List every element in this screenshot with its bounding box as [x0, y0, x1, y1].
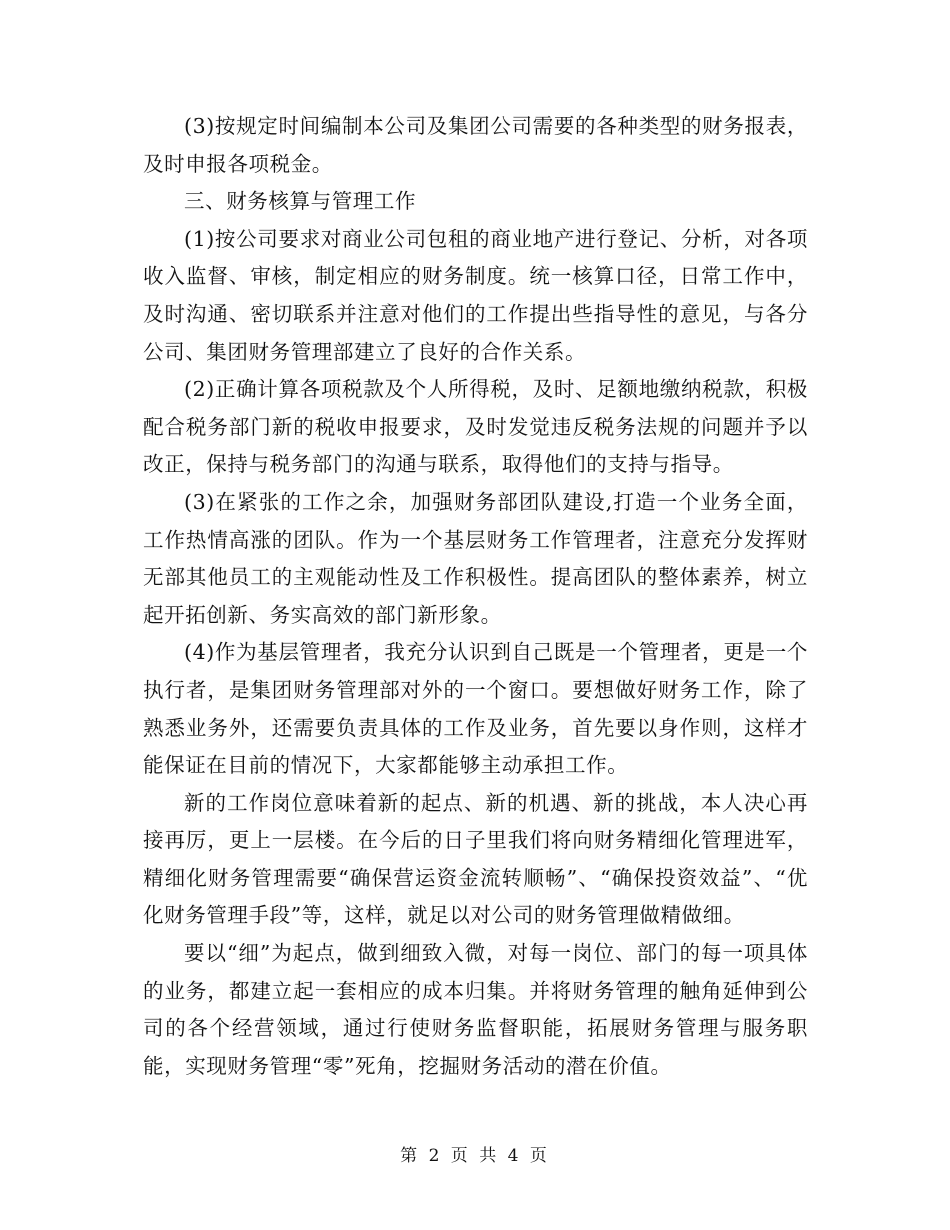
document-body	[143, 108, 808, 1085]
paragraph-tax-calculation: (2)正确计算各项税款及个人所得税，及时、足额地缴纳税款，积极配合税务部门新的税收申报要求，及时发觉违反税务法规的问题并予以改正，保持与税务部门的沟通与联系，取得他们的支持与指导。	[143, 377, 808, 477]
paragraph-manager-role: (4)作为基层管理者，我充分认识到自己既是一个管理者，更是一个执行者，是集团财务管理部对外的一个窗口。要想做好财务工作，除了熟悉业务外，还需要负责具体的工作及业务，首先要以身作则，这样才能保证在目前的情况下，大家都能够主动承担工作。	[143, 640, 808, 778]
paragraph-commercial-property: (1)按公司要求对商业公司包租的商业地产进行登记、分析，对各项收入监督、审核，制定相应的财务制度。统一核算口径，日常工作中，及时沟通、密切联系并注意对他们的工作提出些指导性的意见，与各分公司、集团财务管理部建立了良好的合作关系。	[143, 226, 808, 364]
paragraph-new-position: 新的工作岗位意味着新的起点、新的机遇、新的挑战，本人决心再接再厉，更上一层楼。在今后的日子里我们将向财务精细化管理进军，精细化财务管理需要“确保营运资金流转顺畅”、“确保投资效益”、“优化财务管理手段”等，这样，就足以对公司的财务管理做精做细。	[143, 790, 808, 928]
paragraph-report-tax: (3)按规定时间编制本公司及集团公司需要的各种类型的财务报表，及时申报各项税金。	[143, 114, 808, 176]
paragraph-detail-management: 要以“细”为起点，做到细致入微，对每一岗位、部门的每一项具体的业务，都建立起一套相应的成本归集。并将财务管理的触角延伸到公司的各个经营领域，通过行使财务监督职能，拓展财务管理与服务职能，实现财务管理“零”死角，挖掘财务活动的潜在价值。	[143, 941, 808, 1078]
section-heading-accounting: 三、财务核算与管理工作	[184, 189, 417, 214]
page-number-footer: 第 2 页 共 4 页	[400, 1146, 550, 1166]
paragraph-team-building: (3)在紧张的工作之余，加强财务部团队建设,打造一个业务全面，工作热情高涨的团队。作为一个基层财务工作管理者，注意充分发挥财无部其他员工的主观能动性及工作积极性。提高团队的整体素养，树立起开拓创新、务实高效的部门新形象。	[143, 489, 808, 627]
